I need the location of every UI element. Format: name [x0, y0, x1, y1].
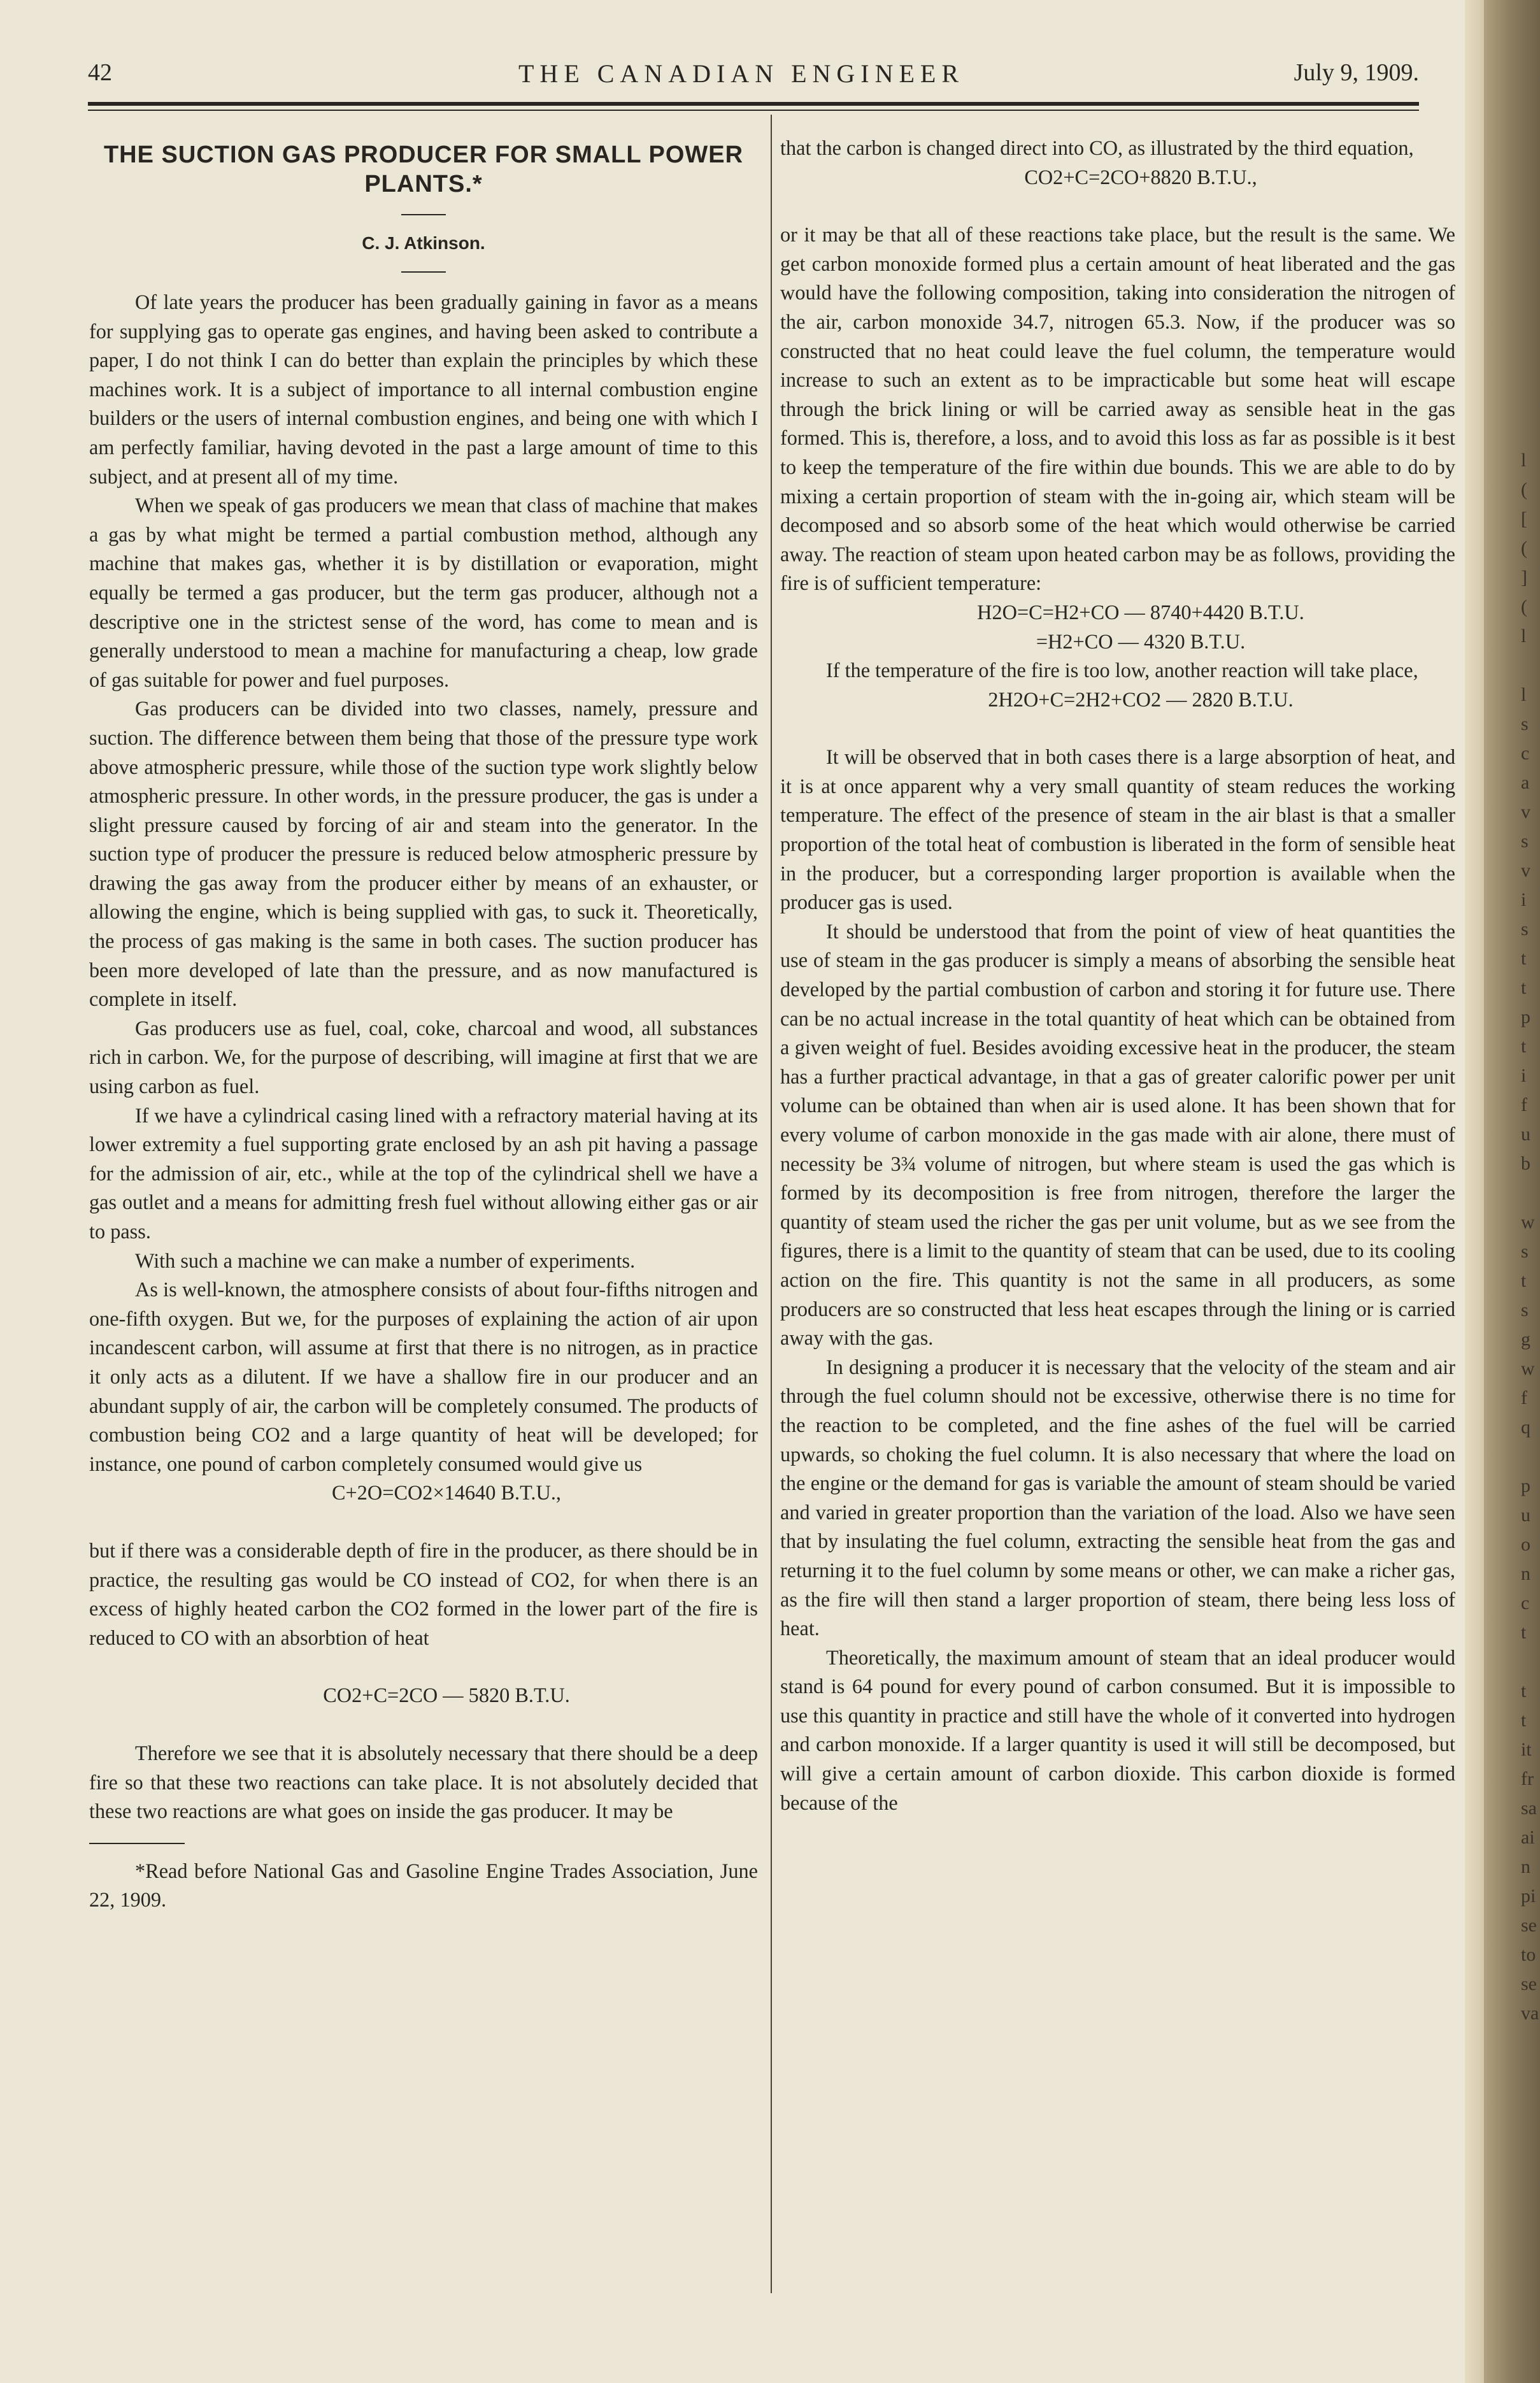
margin-fragment: i [1521, 1065, 1527, 1086]
spacer [89, 1508, 758, 1536]
margin-fragment: p [1521, 1475, 1530, 1496]
margin-fragment: s [1521, 831, 1529, 852]
margin-fragment: [ [1521, 508, 1527, 529]
paragraph: that the carbon is changed direct into CO, as illustrated by the third equation, [780, 136, 1414, 159]
margin-fragment: ( [1521, 538, 1527, 559]
issue-date: July 9, 1909. [1294, 59, 1419, 86]
margin-fragment: it [1521, 1739, 1532, 1760]
paragraph: If the temperature of the fire is too low, another reaction will take place, [826, 659, 1418, 682]
margin-fragment: t [1521, 1710, 1527, 1731]
paragraph: or it may be that all of these reactions take place, but the result is the same. We get carbon monoxide formed plus a certain amount of heat liberated and the gas would have the following composition, taking into consideration the nitrogen of the air, carbon monoxide 34.7, nitrogen 65.3. Now, if the producer was so constructed that no heat could leave the fuel column, the temperature would increase to such an extent as to be impracticable but some heat will escape through the brick lining or will be carried away as sensible heat in the gas formed. This is, therefore, a loss, and to avoid this loss as far as possible is it best to keep the temperature of the fire within due bounds. This we are able to do by mixing a certain proportion of steam with the in-going air, which steam will be decomposed and so absorb some of the heat which would otherwise be carried away. The reaction of steam upon heated carbon may be as follows, providing the fire is of sufficient temperature: [780, 223, 1455, 595]
paragraph: It should be understood that from the point of view of heat quantities the use of steam in the gas producer is simply a means of absorbing the sensible heat developed by the partial combustion of carbon and storing it for future use. There can be no actual increase in the total quantity of heat which can be obtained from a given weight of fuel. Besides avoiding excessive heat in the producer, the steam has a further practical advantage, in that a gas of greater calorific power per unit volume can be obtained than when air is used alone. It has been shown that for every volume of carbon monoxide in the gas made with air alone, there must of necessity be 3¾ volume of nitrogen, but where steam is used the gas which is formed by its decomposition is free from nitrogen, therefore the larger the quantity of steam used the richer the gas per unit volume, but as we see from the figures, there is a limit to the quantity of steam that can be used, due to its cooling action on the fire. This quantity is not the same in all producers, as some producers are so constructed that less heat escapes through the lining or is carried away with the gas. [780, 919, 1455, 1350]
paragraph: With such a machine we can make a number of experiments. [135, 1249, 636, 1272]
author-byline: C. J. Atkinson. [362, 233, 485, 253]
margin-fragment: v [1521, 860, 1530, 881]
footnote: *Read before National Gas and Gasoline Engine Trades Association, June 22, 1909. [89, 1859, 758, 1912]
margin-fragment: u [1521, 1505, 1530, 1526]
byline-rule [401, 271, 446, 273]
margin-fragment: c [1521, 1592, 1530, 1614]
margin-fragment [1521, 651, 1540, 680]
journal-title: THE CANADIAN ENGINEER [518, 59, 965, 88]
margin-fragment: f [1521, 1387, 1527, 1408]
margin-fragment: t [1521, 977, 1527, 998]
header-rule-thin [88, 110, 1419, 111]
equation: H2O=C=H2+CO — 8740+4420 B.T.U. [977, 600, 1304, 624]
margin-fragment [1521, 1647, 1540, 1677]
margin-fragment: se [1521, 1973, 1537, 1994]
left-column [89, 134, 758, 1915]
margin-fragment: ai [1521, 1827, 1535, 1848]
equation: CO2+C=2CO+8820 B.T.U., [1024, 165, 1257, 189]
margin-fragment: g [1521, 1329, 1530, 1350]
paragraph: If we have a cylindrical casing lined with a refractory material having at its lower extremity a fuel supporting grate enclosed by an ash pit having a passage for the admission of air, etc., while at the top of the cylindrical shell we have a gas outlet and a means for admitting fresh fuel without allowing either gas or air to pass. [89, 1103, 758, 1243]
running-header [88, 59, 1419, 90]
margin-fragment: l [1521, 450, 1527, 471]
equation: =H2+CO — 4320 B.T.U. [1036, 629, 1246, 653]
paragraph: Therefore we see that it is absolutely necessary that there should be a deep fire so that these two reactions can take place. It is not absolutely decided that these two reactions are what goes on inside the gas producer. It may be [89, 1741, 758, 1823]
margin-fragment: s [1521, 1299, 1529, 1320]
spacer [89, 1710, 758, 1739]
spacer [780, 192, 1455, 220]
margin-fragment: n [1521, 1856, 1530, 1877]
margin-fragment: ( [1521, 596, 1527, 617]
margin-fragment: n [1521, 1563, 1530, 1584]
margin-fragment: f [1521, 1094, 1527, 1115]
margin-fragment: w [1521, 1358, 1535, 1379]
margin-fragment: s [1521, 713, 1529, 734]
right-column [780, 134, 1455, 1817]
facing-page-fragments [1521, 446, 1540, 2028]
margin-fragment: pi [1521, 1886, 1536, 1907]
margin-fragment: s [1521, 919, 1529, 940]
margin-fragment: va [1521, 2003, 1539, 2024]
article-title: THE SUCTION GAS PRODUCER FOR SMALL POWER PLANTS.* [103, 141, 744, 197]
column-divider [771, 115, 772, 2293]
footnote-rule [89, 1843, 185, 1844]
margin-fragment: fr [1521, 1768, 1534, 1789]
paragraph: It will be observed that in both cases there is a large absorption of heat, and it is at once apparent why a very small quantity of steam reduces the working temperature. The effect of the presence of steam in the air blast is that a smaller proportion of the total heat of combustion is liberated in the form of sensible heat in the producer, but a corresponding larger proportion is available when the producer gas is used. [780, 745, 1455, 914]
margin-fragment: p [1521, 1006, 1530, 1027]
margin-fragment: s [1521, 1241, 1529, 1262]
paragraph: Gas producers use as fuel, coal, coke, charcoal and wood, all substances rich in carbon. We, for the purpose of describing, will imagine at first that we are using carbon as fuel. [89, 1016, 758, 1098]
margin-fragment: t [1521, 1036, 1527, 1057]
margin-fragment: c [1521, 743, 1530, 764]
margin-fragment [1521, 1442, 1540, 1471]
margin-fragment: u [1521, 1124, 1530, 1145]
margin-fragment: t [1521, 1680, 1527, 1701]
paragraph: but if there was a considerable depth of fire in the producer, as there should be in practice, the resulting gas would be CO instead of CO2, for when there is an excess of highly heated carbon the CO2 formed in the lower part of the fire is reduced to CO with an absorbtion of heat [89, 1538, 758, 1649]
paragraph: Gas producers can be divided into two classes, namely, pressure and suction. The difference between them being that those of the pressure type work above atmospheric pressure, while those of the suction type work slightly below atmospheric pressure. In other words, in the pressure producer, the gas is under a slight pressure caused by forcing of air and steam into the generator. In the suction type of producer the pressure is reduced below atmospheric pressure by drawing the gas away from the producer either by means of an exhauster, or allowing the engine, which is being supplied with gas, to suck it. Theoretically, the process of gas making is the same in both cases. The suction producer has been more developed of late than the pressure, and as now manufactured is complete in itself. [89, 697, 758, 1011]
paragraph: Of late years the producer has been gradually gaining in favor as a means for supplying gas to operate gas engines, and having been asked to contribute a paper, I do not think I can do better than explain the principles by which these machines work. It is a subject of importance to all internal combustion engine builders or the users of internal combustion engines, and being one with which I am perfectly familiar, having devoted in the past a large amount of time to this subject, and at present all of my time. [89, 290, 758, 488]
margin-fragment: l [1521, 626, 1527, 647]
paragraph: In designing a producer it is necessary that the velocity of the steam and air through the fuel column should not be excessive, otherwise there is no time for the reaction to be completed, and the fine ashes of the fuel will be carried upwards, so choking the fuel column. It is also necessary that where the load on the engine or the demand for gas is variable the amount of steam should be varied and varied in greater proportion than the variation of the load. Also we have seen that by insulating the fuel column, extracting the sensible heat from the gas and returning it to the fuel column by some means or other, we can make a richer gas, as the fire will then stand a larger proportion of steam, there being less loss of heat. [780, 1355, 1455, 1640]
margin-fragment: l [1521, 684, 1527, 705]
margin-fragment [1521, 1178, 1540, 1208]
margin-fragment: sa [1521, 1798, 1537, 1819]
margin-fragment: a [1521, 772, 1530, 793]
spacer [780, 714, 1455, 743]
margin-fragment: ( [1521, 479, 1527, 500]
margin-fragment: v [1521, 801, 1530, 822]
equation: C+2O=CO2×14640 B.T.U., [332, 1481, 561, 1505]
margin-fragment: b [1521, 1153, 1530, 1174]
margin-fragment: se [1521, 1915, 1537, 1936]
margin-fragment: t [1521, 948, 1527, 969]
margin-fragment: q [1521, 1417, 1530, 1438]
equation: 2H2O+C=2H2+CO2 — 2820 B.T.U. [988, 687, 1294, 711]
margin-fragment: t [1521, 1270, 1527, 1291]
paragraph: As is well-known, the atmosphere consists of about four-fifths nitrogen and one-fifth oxygen. But we, for the purposes of explaining the action of air upon incandescent carbon, will assume at first that there is no nitrogen, as in practice it only acts as a dilutent. If we have a shallow fire in our producer and an abundant supply of air, the carbon will be completely consumed. The products of combustion being CO2 and a large quantity of heat will be developed; for instance, one pound of carbon completely consumed would give us [89, 1278, 758, 1475]
paragraph: Theoretically, the maximum amount of steam that an ideal producer would stand is 64 pound for every pound of carbon consumed. But it is impossible to use this quantity in practice and still have the whole of it converted into hydrogen and carbon monoxide. If a larger quantity is used it will still be decomposed, but will give a certain amount of carbon dioxide. This carbon dioxide is formed because of the [780, 1645, 1455, 1814]
equation: CO2+C=2CO — 5820 B.T.U. [323, 1684, 570, 1707]
margin-fragment: o [1521, 1534, 1530, 1555]
margin-fragment: i [1521, 889, 1527, 910]
margin-fragment: w [1521, 1212, 1535, 1233]
margin-fragment: t [1521, 1622, 1527, 1643]
margin-fragment: to [1521, 1944, 1536, 1965]
margin-fragment: ] [1521, 567, 1527, 588]
spacer [89, 1652, 758, 1681]
paragraph: When we speak of gas producers we mean that class of machine that makes a gas by what might be termed a partial combustion method, although any machine that makes gas, whether it is by distillation or evaporation, might equally be termed a gas producer, but the term gas producer, although not a descriptive one in the strictest sense of the word, has come to mean and is generally understood to mean a machine for manufacturing a cheap, low grade of gas suitable for power and fuel purposes. [89, 494, 758, 691]
header-rule [88, 102, 1419, 106]
page-number: 42 [88, 59, 112, 86]
title-rule [401, 214, 446, 215]
